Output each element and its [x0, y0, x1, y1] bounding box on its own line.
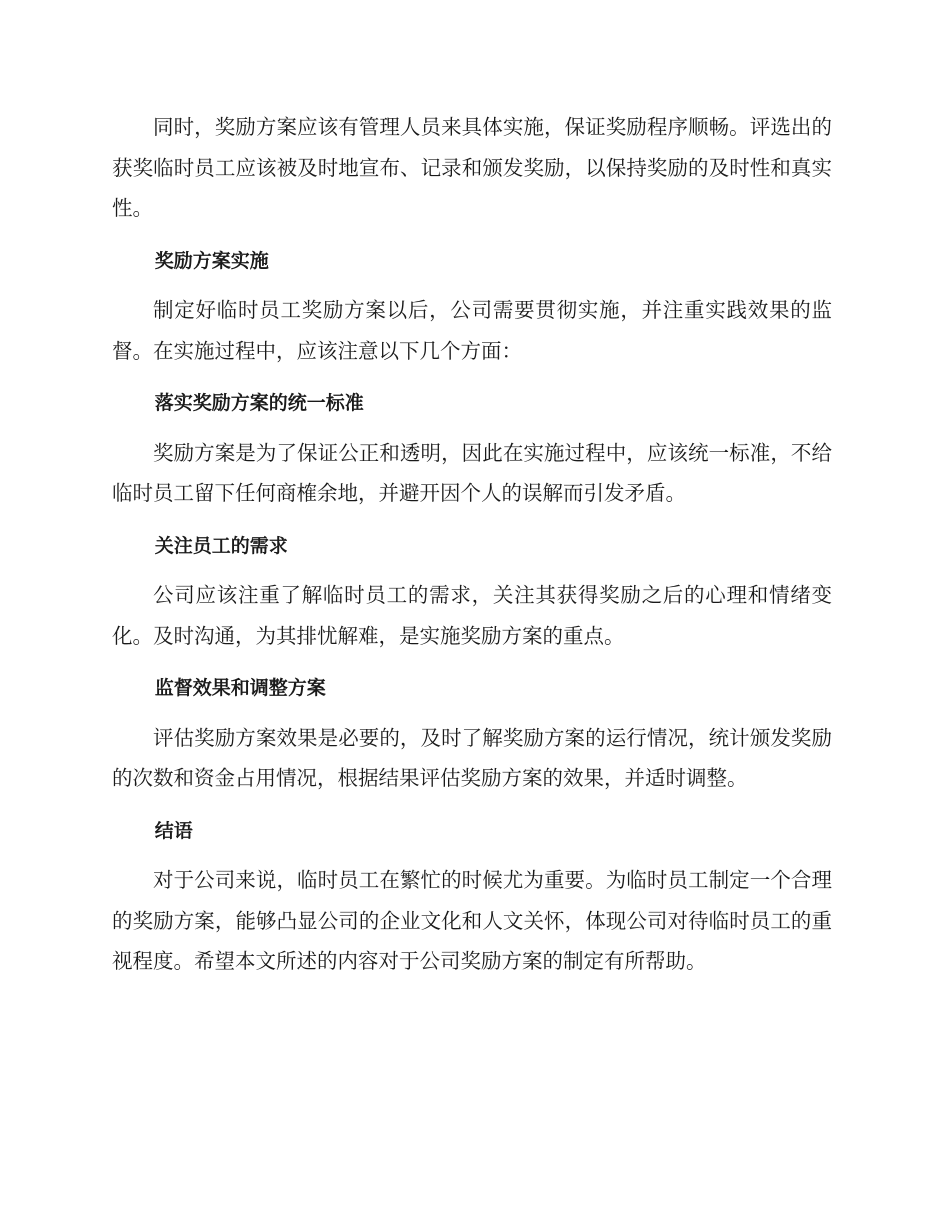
paragraph-employee-needs: 公司应该注重了解临时员工的需求，关注其获得奖励之后的心理和情绪变化。及时沟通，为其排忧解难，是实施奖励方案的重点。	[112, 583, 832, 648]
heading-employee-needs: 关注员工的需求	[154, 534, 288, 557]
paragraph-unified-standard: 奖励方案是为了保证公正和透明，因此在实施过程中，应该统一标准，不给临时员工留下任何商榷余地，并避开因个人的误解而引发矛盾。	[112, 440, 832, 505]
heading-supervise-adjust: 监督效果和调整方案	[154, 677, 326, 699]
heading-conclusion: 结语	[154, 819, 193, 842]
document-page	[112, 107, 832, 982]
paragraph-implementation-intro: 制定好临时员工奖励方案以后，公司需要贯彻实施，并注重实践效果的监督。在实施过程中，应该注意以下几个方面：	[112, 298, 832, 363]
paragraph-supervise-adjust: 评估奖励方案效果是必要的，及时了解奖励方案的运行情况，统计颁发奖励的次数和资金占用情况，根据结果评估奖励方案的效果，并适时调整。	[112, 725, 832, 790]
paragraph-award-implementation-management: 同时，奖励方案应该有管理人员来具体实施，保证奖励程序顺畅。评选出的获奖临时员工应该被及时地宣布、记录和颁发奖励，以保持奖励的及时性和真实性。	[112, 115, 832, 220]
heading-plan-implementation: 奖励方案实施	[154, 249, 269, 272]
heading-unified-standard: 落实奖励方案的统一标准	[154, 392, 364, 414]
paragraph-conclusion: 对于公司来说，临时员工在繁忙的时候尤为重要。为临时员工制定一个合理的奖励方案，能够凸显公司的企业文化和人文关怀，体现公司对待临时员工的重视程度。希望本文所述的内容对于公司奖励方案的制定有所帮助。	[112, 868, 832, 973]
